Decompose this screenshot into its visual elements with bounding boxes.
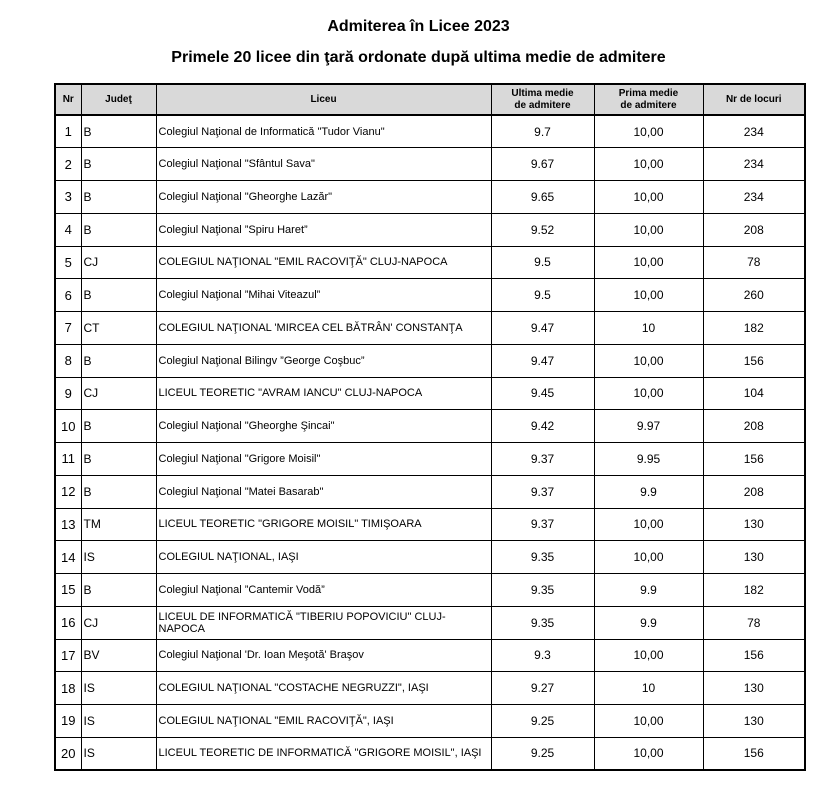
row-nr-locuri: 156: [703, 344, 805, 377]
table-row: [55, 410, 805, 443]
row-nr-locuri: 234: [703, 181, 805, 214]
row-ultima-medie: 9.37: [491, 508, 594, 541]
header-prima-medie-line1: Prima medie: [618, 87, 679, 99]
row-prima-medie: 9.9: [594, 574, 703, 607]
table-row: [55, 541, 805, 574]
row-liceu: LICEUL DE INFORMATICĂ "TIBERIU POPOVICIU" CLUJ-NAPOCA: [156, 606, 491, 639]
row-judet: CJ: [81, 377, 156, 410]
row-prima-medie: 9.9: [594, 475, 703, 508]
row-ultima-medie: 9.25: [491, 737, 594, 770]
row-liceu: Colegiul Naţional "Grigore Moisil": [156, 443, 491, 476]
row-liceu: LICEUL TEORETIC "AVRAM IANCU" CLUJ-NAPOCA: [156, 377, 491, 410]
row-judet: B: [81, 574, 156, 607]
row-ultima-medie: 9.27: [491, 672, 594, 705]
row-judet: CJ: [81, 606, 156, 639]
row-liceu: Colegiul Naţional "Gheorghe Lazăr": [156, 181, 491, 214]
row-judet: B: [81, 443, 156, 476]
row-nr-locuri: 208: [703, 410, 805, 443]
row-prima-medie: 10,00: [594, 639, 703, 672]
row-nr: 3: [55, 181, 81, 214]
table-row: [55, 705, 805, 738]
row-nr: 2: [55, 148, 81, 181]
row-judet: B: [81, 344, 156, 377]
document-subtitle: Primele 20 licee din ţară ordonate după ultima medie de admitere: [171, 49, 666, 66]
header-nr: Nr: [55, 84, 81, 115]
table-row: [55, 443, 805, 476]
row-liceu: Colegiul Naţional de Informatică "Tudor Vianu": [156, 115, 491, 148]
table-row: [55, 639, 805, 672]
row-prima-medie: 10,00: [594, 181, 703, 214]
row-liceu: Colegiul Naţional ”Spiru Haret”: [156, 213, 491, 246]
row-liceu: COLEGIUL NAŢIONAL "EMIL RACOVIŢĂ" CLUJ-NAPOCA: [156, 246, 491, 279]
header-ultima-medie-line2: de admitere: [514, 99, 571, 111]
row-ultima-medie: 9.37: [491, 443, 594, 476]
row-liceu: Colegiul Naţional "Matei Basarab": [156, 475, 491, 508]
row-judet: IS: [81, 705, 156, 738]
header-ultima-medie: [491, 84, 594, 115]
row-nr: 6: [55, 279, 81, 312]
row-ultima-medie: 9.35: [491, 574, 594, 607]
row-nr-locuri: 182: [703, 312, 805, 345]
header-judet: Judeţ: [81, 84, 156, 115]
row-prima-medie: 9.97: [594, 410, 703, 443]
row-nr: 4: [55, 213, 81, 246]
row-liceu: Colegiul Naţional Bilingv ”George Coşbuc”: [156, 344, 491, 377]
row-prima-medie: 10,00: [594, 377, 703, 410]
row-ultima-medie: 9.67: [491, 148, 594, 181]
admission-table: [54, 83, 806, 771]
row-judet: B: [81, 148, 156, 181]
row-nr: 19: [55, 705, 81, 738]
row-nr: 7: [55, 312, 81, 345]
row-liceu: COLEGIUL NAŢIONAL "COSTACHE NEGRUZZI", IAŞI: [156, 672, 491, 705]
row-liceu: Colegiul Naţional "Sfântul Sava": [156, 148, 491, 181]
row-ultima-medie: 9.37: [491, 475, 594, 508]
header-prima-medie-line2: de admitere: [620, 99, 677, 111]
row-ultima-medie: 9.35: [491, 606, 594, 639]
row-ultima-medie: 9.52: [491, 213, 594, 246]
row-nr: 8: [55, 344, 81, 377]
row-nr: 10: [55, 410, 81, 443]
row-nr-locuri: 234: [703, 148, 805, 181]
row-liceu: LICEUL TEORETIC DE INFORMATICĂ "GRIGORE MOISIL", IAŞI: [156, 737, 491, 770]
row-judet: B: [81, 181, 156, 214]
document-title: Admiterea în Licee 2023: [327, 18, 510, 35]
row-prima-medie: 10,00: [594, 148, 703, 181]
row-nr: 5: [55, 246, 81, 279]
row-judet: B: [81, 115, 156, 148]
header-prima-medie: [594, 84, 703, 115]
row-nr-locuri: 234: [703, 115, 805, 148]
row-prima-medie: 10,00: [594, 344, 703, 377]
row-nr: 9: [55, 377, 81, 410]
table-row: [55, 213, 805, 246]
row-nr-locuri: 130: [703, 672, 805, 705]
row-judet: B: [81, 213, 156, 246]
row-nr: 13: [55, 508, 81, 541]
row-nr: 11: [55, 443, 81, 476]
row-nr: 1: [55, 115, 81, 148]
table-row: [55, 246, 805, 279]
row-liceu: Colegiul Naţional 'Dr. Ioan Meşotă' Braşov: [156, 639, 491, 672]
table-row: [55, 115, 805, 148]
table-header: [55, 84, 805, 115]
row-prima-medie: 10: [594, 312, 703, 345]
row-liceu: Colegiul Naţional ”Cantemir Vodă”: [156, 574, 491, 607]
row-liceu: Colegiul Naţional "Gheorghe Şincai": [156, 410, 491, 443]
row-nr-locuri: 130: [703, 541, 805, 574]
row-prima-medie: 10,00: [594, 115, 703, 148]
row-prima-medie: 10,00: [594, 541, 703, 574]
table-row: [55, 574, 805, 607]
table-row: [55, 377, 805, 410]
row-judet: B: [81, 475, 156, 508]
table-row: [55, 312, 805, 345]
row-judet: IS: [81, 672, 156, 705]
row-liceu: COLEGIUL NAŢIONAL, IAŞI: [156, 541, 491, 574]
row-prima-medie: 10,00: [594, 705, 703, 738]
row-nr-locuri: 156: [703, 443, 805, 476]
row-judet: B: [81, 410, 156, 443]
header-liceu: Liceu: [156, 84, 491, 115]
row-liceu: COLEGIUL NAŢIONAL "EMIL RACOVIŢĂ", IAŞI: [156, 705, 491, 738]
row-nr-locuri: 182: [703, 574, 805, 607]
row-ultima-medie: 9.65: [491, 181, 594, 214]
row-judet: TM: [81, 508, 156, 541]
row-ultima-medie: 9.42: [491, 410, 594, 443]
row-nr: 20: [55, 737, 81, 770]
row-prima-medie: 9.9: [594, 606, 703, 639]
row-liceu: COLEGIUL NAŢIONAL 'MIRCEA CEL BĂTRÂN' CONSTANŢA: [156, 312, 491, 345]
row-nr-locuri: 208: [703, 213, 805, 246]
table-row: [55, 475, 805, 508]
row-prima-medie: 10: [594, 672, 703, 705]
row-ultima-medie: 9.35: [491, 541, 594, 574]
row-nr-locuri: 78: [703, 246, 805, 279]
header-row: [55, 84, 805, 115]
row-nr-locuri: 78: [703, 606, 805, 639]
row-nr-locuri: 130: [703, 705, 805, 738]
table-row: [55, 181, 805, 214]
row-liceu: Colegiul Naţional ”Mihai Viteazul”: [156, 279, 491, 312]
row-prima-medie: 10,00: [594, 279, 703, 312]
row-nr: 16: [55, 606, 81, 639]
row-ultima-medie: 9.7: [491, 115, 594, 148]
row-prima-medie: 10,00: [594, 737, 703, 770]
row-ultima-medie: 9.5: [491, 246, 594, 279]
row-ultima-medie: 9.25: [491, 705, 594, 738]
table-row: [55, 606, 805, 639]
row-judet: BV: [81, 639, 156, 672]
header-ultima-medie-line1: Ultima medie: [511, 87, 574, 99]
table-row: [55, 279, 805, 312]
row-judet: CT: [81, 312, 156, 345]
table-row: [55, 737, 805, 770]
row-ultima-medie: 9.45: [491, 377, 594, 410]
row-ultima-medie: 9.47: [491, 344, 594, 377]
table-row: [55, 344, 805, 377]
row-judet: IS: [81, 737, 156, 770]
row-nr-locuri: 260: [703, 279, 805, 312]
row-nr-locuri: 130: [703, 508, 805, 541]
row-nr: 12: [55, 475, 81, 508]
row-prima-medie: 10,00: [594, 213, 703, 246]
row-ultima-medie: 9.3: [491, 639, 594, 672]
header-nr-locuri: Nr de locuri: [703, 84, 805, 115]
row-judet: B: [81, 279, 156, 312]
table-body: [55, 115, 805, 770]
row-nr: 17: [55, 639, 81, 672]
row-judet: CJ: [81, 246, 156, 279]
table-row: [55, 672, 805, 705]
row-ultima-medie: 9.47: [491, 312, 594, 345]
row-prima-medie: 10,00: [594, 246, 703, 279]
row-prima-medie: 9.95: [594, 443, 703, 476]
row-nr: 14: [55, 541, 81, 574]
row-ultima-medie: 9.5: [491, 279, 594, 312]
row-liceu: LICEUL TEORETIC "GRIGORE MOISIL" TIMIŞOARA: [156, 508, 491, 541]
row-nr-locuri: 104: [703, 377, 805, 410]
row-nr: 18: [55, 672, 81, 705]
row-nr-locuri: 208: [703, 475, 805, 508]
row-nr-locuri: 156: [703, 737, 805, 770]
row-nr-locuri: 156: [703, 639, 805, 672]
table-row: [55, 508, 805, 541]
row-nr: 15: [55, 574, 81, 607]
row-judet: IS: [81, 541, 156, 574]
table-row: [55, 148, 805, 181]
row-prima-medie: 10,00: [594, 508, 703, 541]
